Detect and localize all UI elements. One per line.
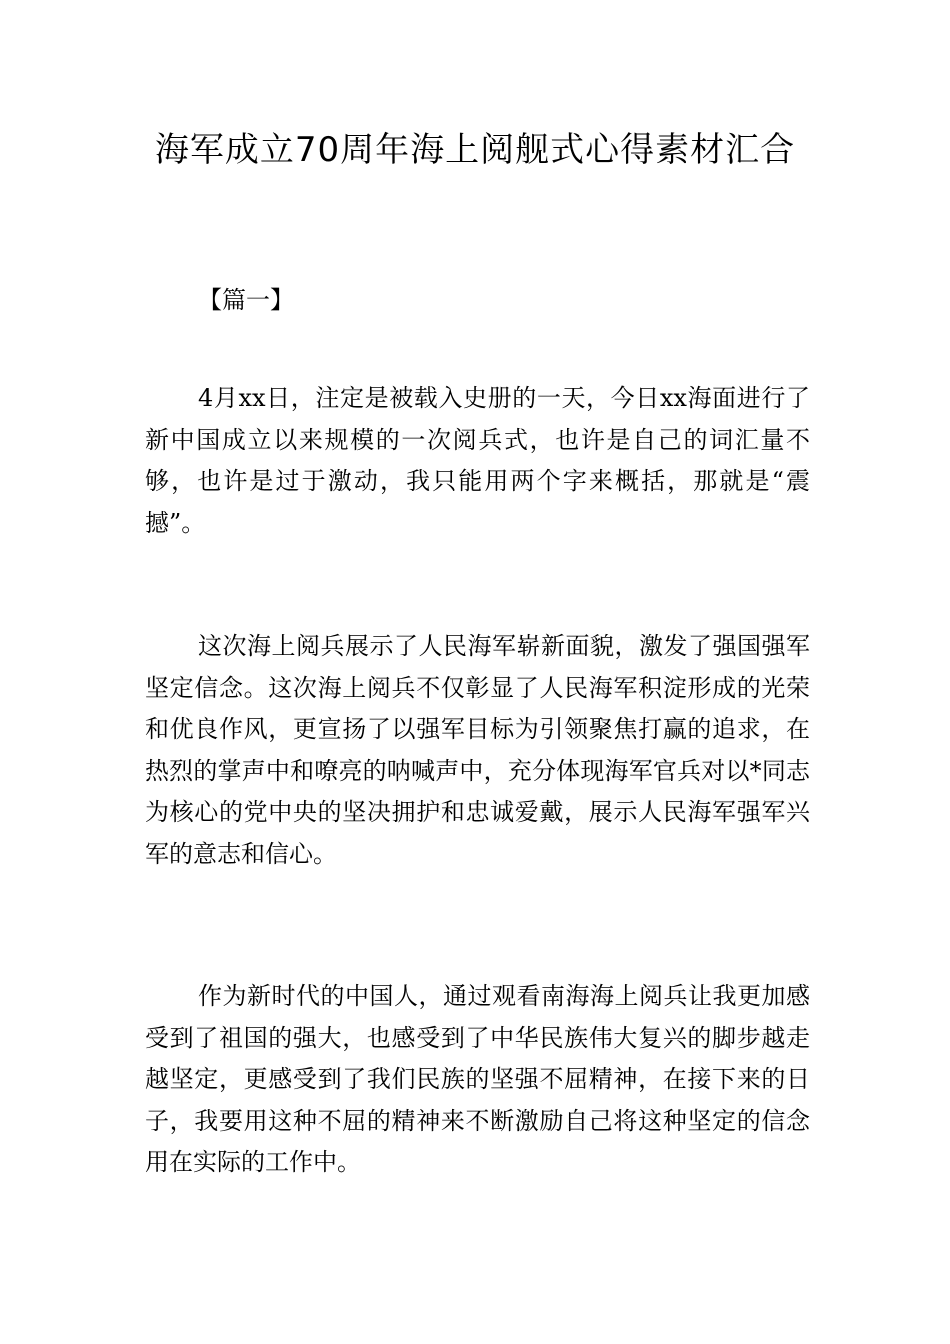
section-label: 【篇一】 xyxy=(198,286,294,314)
paragraph-1: 4月xx日，注定是被载入史册的一天，今日xx海面进行了新中国成立以来规模的一次阅兵式，也许是自己的词汇量不够，也许是过于激动，我只能用两个字来概括，那就是“震撼”。 xyxy=(145,384,810,537)
document-title: 海军成立70周年海上阅舰式心得素材汇合 xyxy=(154,130,796,170)
paragraph-3: 作为新时代的中国人，通过观看南海海上阅兵让我更加感受到了祖国的强大，也感受到了中华民族伟大复兴的脚步越走越坚定，更感受到了我们民族的坚强不屈精神，在接下来的日子，我要用这种不屈的精神来不断激励自己将这种坚定的信念用在实际的工作中。 xyxy=(145,982,810,1176)
paragraph-2: 这次海上阅兵展示了人民海军崭新面貌，激发了强国强军坚定信念。这次海上阅兵不仅彰显了人民海军积淀形成的光荣和优良作风，更宣扬了以强军目标为引领聚焦打赢的追求，在热烈的掌声中和嘹亮的呐喊声中，充分体现海军官兵对以*同志为核心的党中央的坚决拥护和忠诚爱戴，展示人民海军强军兴军的意志和信心。 xyxy=(145,632,810,868)
